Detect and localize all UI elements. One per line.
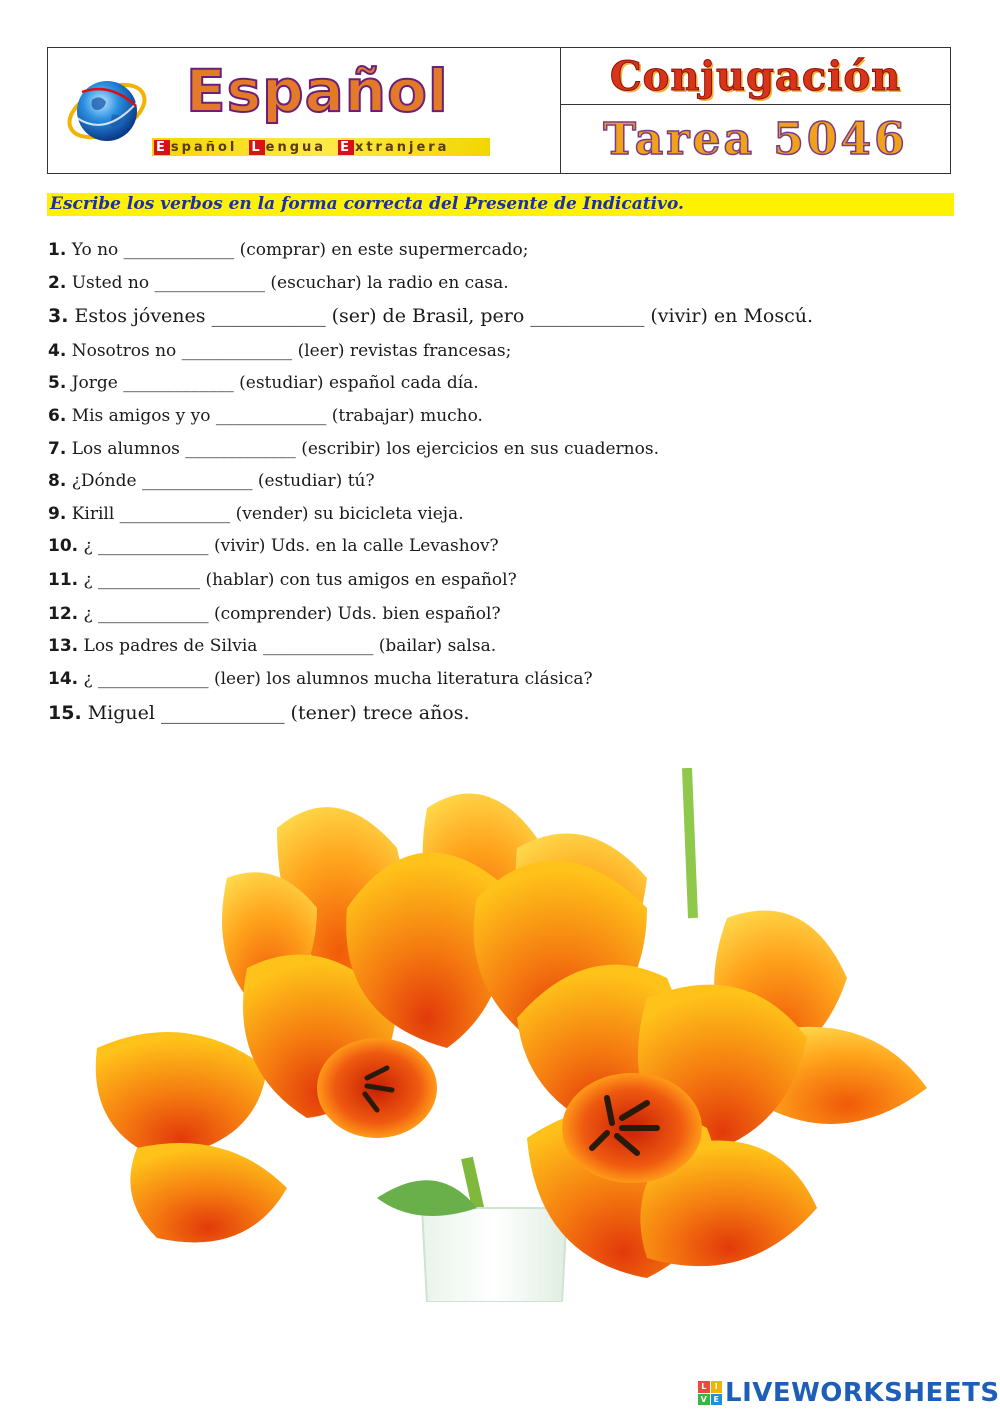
worksheet-header [47, 47, 951, 174]
exercise-text[interactable]: Estos jóvenes ____________ (ser) de Brasil, pero ____________ (vivir) en Moscú. [74, 305, 814, 327]
exercise-number: 2. [48, 273, 67, 293]
logo-title: Español [186, 57, 449, 125]
exercise-text[interactable]: Mis amigos y yo _____________ (trabajar) mucho. [71, 406, 483, 426]
exercise-item [48, 702, 470, 724]
exercise-number: 9. [48, 504, 67, 524]
brand-name: LIVEWORKSHEETS [725, 1378, 1000, 1408]
exercise-number: 3. [48, 305, 69, 327]
logo-strip-cap: E [156, 139, 168, 155]
exercise-text[interactable]: ¿ ____________ (hablar) con tus amigos en español? [83, 570, 517, 590]
liveworksheets-logo-icon [698, 1381, 722, 1405]
exercise-item [48, 570, 517, 590]
exercise-item [48, 373, 479, 393]
exercise-number: 13. [48, 636, 79, 656]
worksheet-task-number: Tarea 5046 [603, 113, 908, 165]
exercise-item [48, 471, 375, 491]
instruction-bar: Escribe los verbos en la forma correcta del Presente de Indicativo. [47, 193, 954, 216]
logo-letter: I [711, 1381, 723, 1393]
logo-strip-word: engua [265, 139, 327, 155]
logo-letter: L [698, 1381, 710, 1393]
exercise-item [48, 305, 813, 327]
exercise-item [48, 536, 499, 556]
exercise-item [48, 636, 496, 656]
title-top-cell [561, 48, 950, 105]
logo-strip-cap: E [340, 139, 352, 155]
exercise-item [48, 504, 464, 524]
exercise-text[interactable]: ¿Dónde _____________ (estudiar) tú? [71, 471, 375, 491]
exercise-number: 11. [48, 570, 79, 590]
worksheet-topic: Conjugación [609, 52, 902, 100]
exercise-number: 7. [48, 439, 67, 459]
exercise-text[interactable]: ¿ _____________ (vivir) Uds. en la calle Levashov? [83, 536, 499, 556]
exercise-number: 8. [48, 471, 67, 491]
exercise-number: 10. [48, 536, 79, 556]
exercise-item [48, 439, 659, 459]
exercise-item [48, 341, 511, 361]
exercise-item [48, 604, 501, 624]
liveworksheets-brand[interactable] [698, 1377, 1000, 1409]
exercise-number: 4. [48, 341, 67, 361]
title-cell [561, 48, 950, 173]
tulip-bouquet-image [47, 768, 952, 1302]
exercise-number: 6. [48, 406, 67, 426]
exercise-text[interactable]: Kirill _____________ (vender) su bicicleta vieja. [71, 504, 464, 524]
title-bottom-cell [561, 105, 950, 173]
exercise-number: 15. [48, 702, 82, 724]
exercise-text[interactable]: ¿ _____________ (comprender) Uds. bien español? [83, 604, 501, 624]
exercise-text[interactable]: Usted no _____________ (escuchar) la radio en casa. [71, 273, 509, 293]
logo-letter: E [711, 1394, 723, 1406]
exercise-text[interactable]: Los alumnos _____________ (escribir) los ejercicios en sus cuadernos. [71, 439, 659, 459]
exercise-item [48, 406, 483, 426]
exercise-number: 1. [48, 240, 67, 260]
exercise-text[interactable]: Yo no _____________ (comprar) en este supermercado; [71, 240, 529, 260]
exercise-text[interactable]: Nosotros no _____________ (leer) revistas francesas; [71, 341, 512, 361]
exercise-item [48, 240, 528, 260]
exercise-text[interactable]: Miguel _____________ (tener) trece años. [87, 702, 470, 724]
logo-strip-cap: L [251, 139, 263, 155]
exercise-number: 12. [48, 604, 79, 624]
logo-strip-word: xtranjera [354, 139, 450, 155]
globe-icon [62, 70, 152, 152]
logo-cell [48, 48, 561, 173]
exercise-number: 5. [48, 373, 67, 393]
exercise-text[interactable]: Jorge _____________ (estudiar) español cada día. [71, 373, 479, 393]
exercise-item [48, 273, 509, 293]
exercise-text[interactable]: ¿ _____________ (leer) los alumnos mucha literatura clásica? [83, 669, 593, 689]
logo-letter: V [698, 1394, 710, 1406]
logo-subtitle-strip [152, 138, 490, 156]
exercise-number: 14. [48, 669, 79, 689]
logo-strip-word: spañol [170, 139, 238, 155]
exercise-text[interactable]: Los padres de Silvia _____________ (bailar) salsa. [83, 636, 497, 656]
exercise-item [48, 669, 593, 689]
